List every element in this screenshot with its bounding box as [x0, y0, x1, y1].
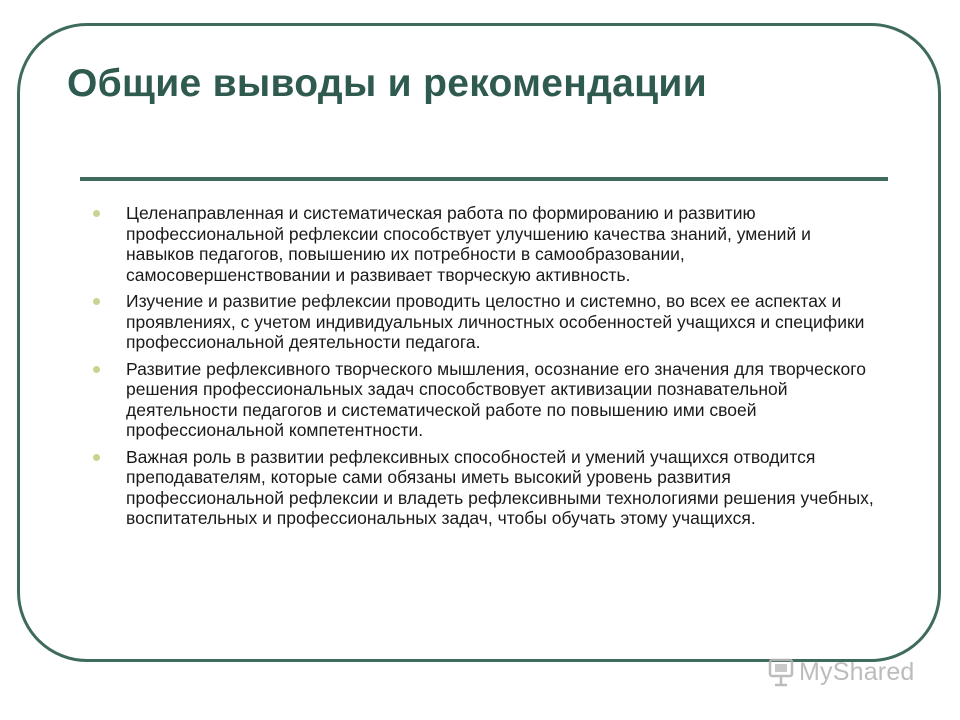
presentation-board-icon: [767, 657, 795, 687]
slide-title: Общие выводы и рекомендации: [67, 62, 707, 105]
bullet-text: Развитие рефлексивного творческого мышления, осознание его значения для творческого решения профессиональных задач способствовует активизации познавательной деятельности педагогов и систематической работе по повышению ими своей профессиональной компетентности.: [126, 358, 866, 440]
bullet-dot-icon: [93, 366, 100, 373]
watermark-logo[interactable]: [767, 657, 915, 687]
bullet-item: [93, 203, 883, 285]
title-divider: [80, 177, 888, 181]
bullet-list: [93, 203, 883, 535]
bullet-dot-icon: [93, 210, 100, 217]
bullet-text: Важная роль в развитии рефлексивных способностей и умений учащихся отводится преподавателям, которые сами обязаны иметь высокий уровень развития профессиональной рефлексии и владеть рефлексивными технологиями решения учебных, воспитательных и профессиональных задач, чтобы обучать этому учащихся.: [126, 446, 874, 528]
bullet-dot-icon: [93, 454, 100, 461]
bullet-text: Целенаправленная и систематическая работа по формированию и развитию профессиональной рефлексии способствует улучшению качества знаний, умений и навыков педагогов, повышению их потребности в самообразовании, самосовершенствовании и развивает творческую активность.: [126, 203, 811, 285]
watermark-text: MyShared: [799, 657, 915, 686]
bullet-dot-icon: [93, 298, 100, 305]
bullet-text: Изучение и развитие рефлексии проводить целостно и системно, во всех ее аспектах и проявлениях, с учетом индивидуальных личностных особенностей учащихся и специфики профессиональной деятельности педагога.: [126, 291, 865, 352]
bullet-item: [93, 447, 883, 529]
bullet-item: [93, 359, 883, 441]
bullet-item: [93, 291, 883, 353]
